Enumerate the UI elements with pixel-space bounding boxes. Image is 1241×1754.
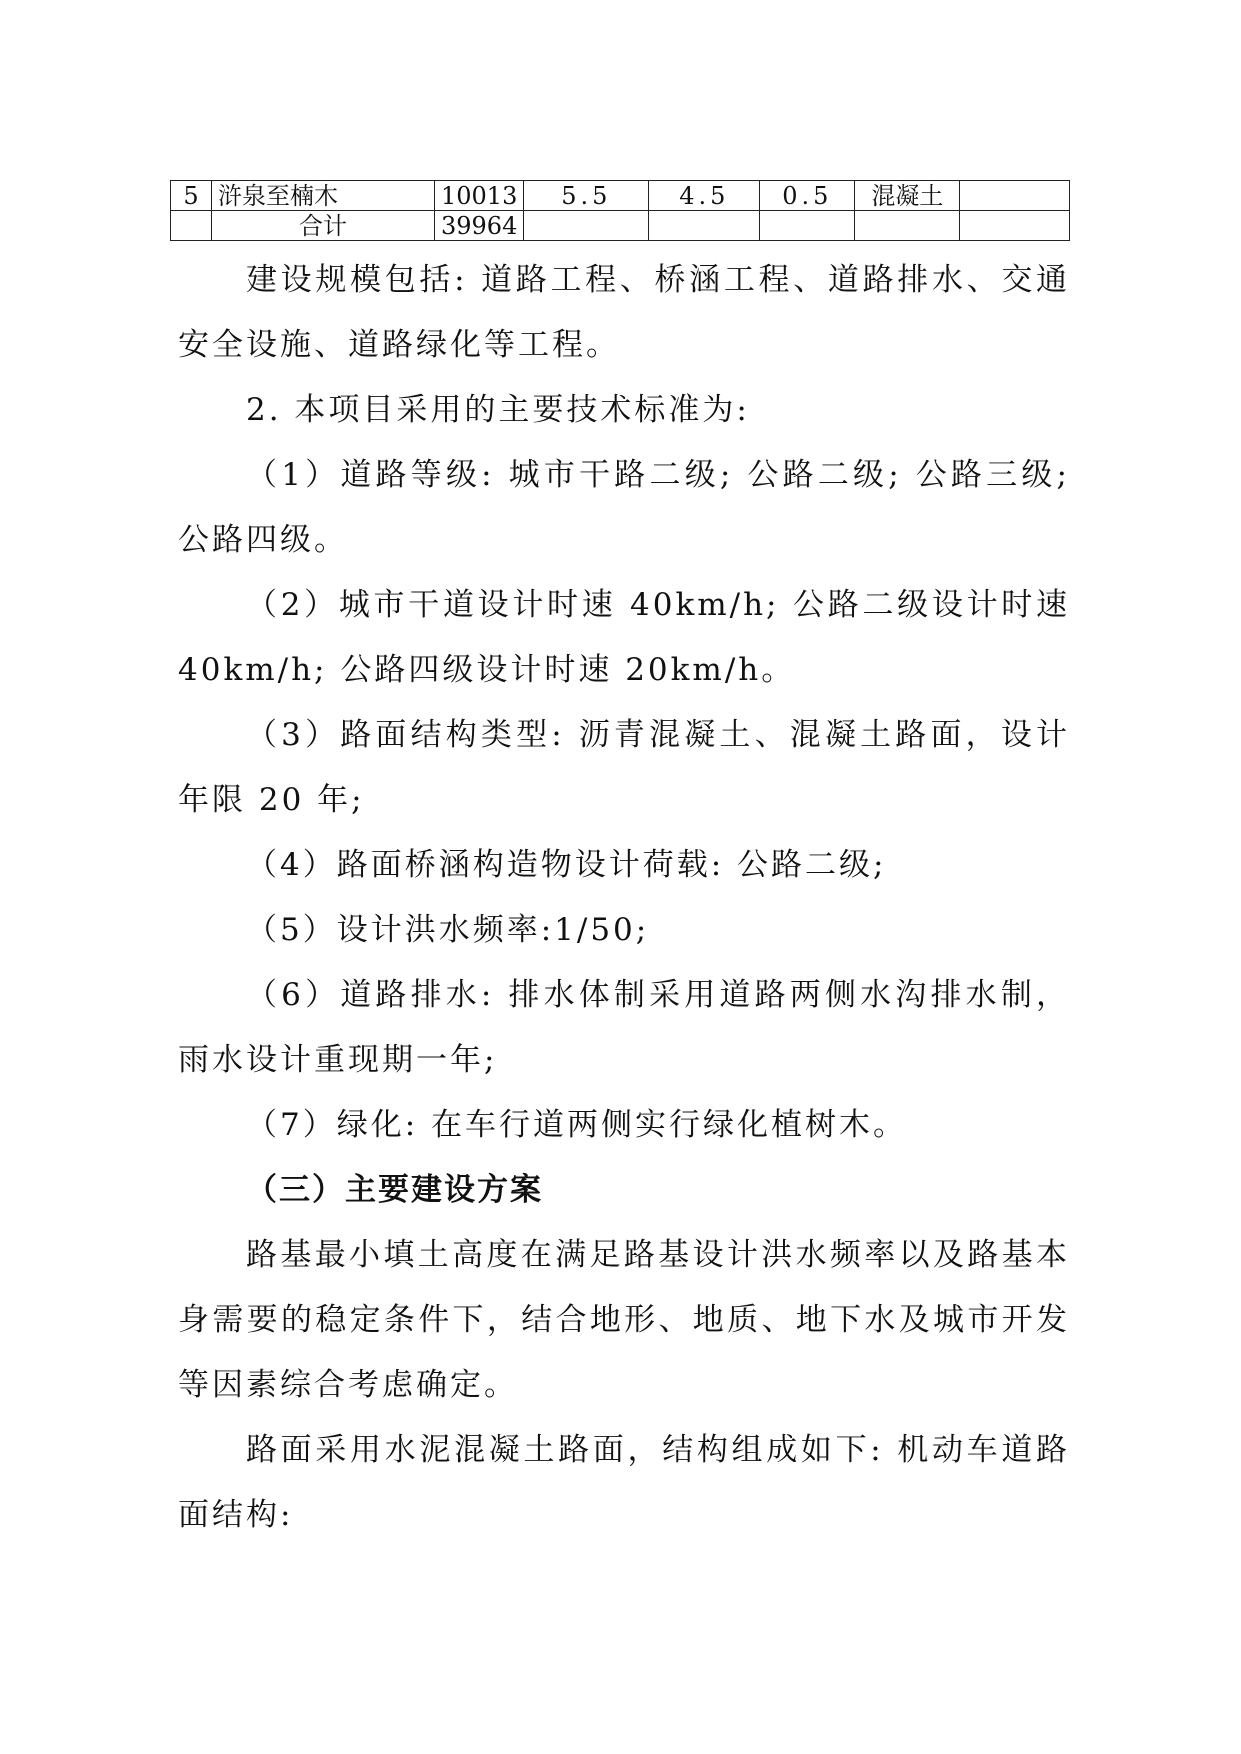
shoulder-width-cell — [760, 211, 855, 241]
row-number-cell: 5 — [171, 181, 212, 211]
table-total-row — [171, 211, 1070, 241]
pavement-paragraph: 路面采用水泥混凝土路面，结构组成如下: 机动车道路面结构: — [178, 1432, 1070, 1533]
shoulder-width-cell: 0.5 — [760, 181, 855, 211]
width-cell: 5.5 — [524, 181, 649, 211]
table-row — [171, 181, 1070, 211]
remark-cell — [960, 181, 1070, 211]
subgrade-paragraph: 路基最小填土高度在满足路基设计洪水频率以及路基本身需要的稳定条件下，结合地形、地质、地下水及城市开发等因素综合考虑确定。 — [178, 1237, 1070, 1403]
width-cell — [524, 211, 649, 241]
material-cell: 混凝土 — [855, 181, 960, 211]
length-cell: 10013 — [435, 181, 524, 211]
standard-item-road-grade: （1）道路等级: 城市干路二级; 公路二级; 公路三级; 公路四级。 — [178, 457, 1070, 558]
total-length-cell: 39964 — [435, 211, 524, 241]
lane-width-cell — [649, 211, 760, 241]
standard-item-flood-frequency: （5）设计洪水频率:1/50; — [246, 912, 650, 948]
standard-item-greening: （7）绿化: 在车行道两侧实行绿化植树木。 — [246, 1107, 908, 1143]
road-name-cell: 浒泉至楠木 — [212, 181, 435, 211]
construction-scale-paragraph: 建设规模包括: 道路工程、桥涵工程、道路排水、交通安全设施、道路绿化等工程。 — [178, 262, 1070, 363]
standard-item-design-speed: （2）城市干道设计时速 40km/h; 公路二级设计时速 40km/h; 公路四级设计时速 20km/h。 — [178, 587, 1070, 688]
standards-intro-paragraph: 2. 本项目采用的主要技术标准为: — [246, 392, 750, 428]
material-cell — [855, 211, 960, 241]
remark-cell — [960, 211, 1070, 241]
section-heading: （三）主要建设方案 — [246, 1172, 543, 1208]
standard-item-design-load: （4）路面桥涵构造物设计荷载: 公路二级; — [246, 847, 887, 883]
total-label-cell: 合计 — [212, 211, 435, 241]
row-number-cell — [171, 211, 212, 241]
lane-width-cell: 4.5 — [649, 181, 760, 211]
standard-item-pavement-type: （3）路面结构类型: 沥青混凝土、混凝土路面，设计年限 20 年; — [178, 717, 1070, 818]
standard-item-drainage: （6）道路排水: 排水体制采用道路两侧水沟排水制，雨水设计重现期一年; — [178, 977, 1070, 1078]
road-table — [170, 180, 1070, 241]
